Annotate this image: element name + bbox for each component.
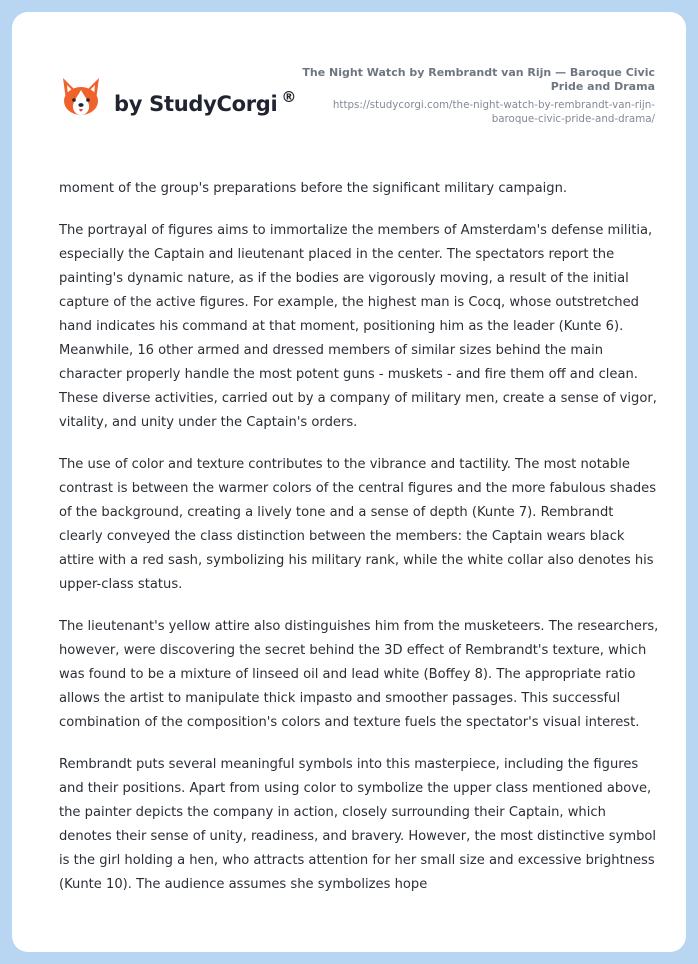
- document-meta: [295, 66, 655, 126]
- corgi-logo-icon: [60, 76, 102, 120]
- document-page: [12, 12, 686, 952]
- paragraph: moment of the group's preparations before the significant military campaign.: [59, 181, 568, 196]
- paragraph: The use of color and texture contributes to the vibrance and tactility. The most notable contrast is between the warmer colors of the central figures and the more fabulous shades of the background, creating a lively tone and a sense of depth (Kunte 7). Rembrandt clearly conveyed the class distinction between the members: the Captain wears black attire with a red sash, symbolizing his military rank, while the white collar also denotes his upper-class status.: [59, 457, 657, 592]
- registered-mark: ®: [281, 88, 297, 106]
- document-title: The Night Watch by Rembrandt van Rijn — Baroque Civic Pride and Drama: [302, 66, 655, 93]
- paragraph: The lieutenant's yellow attire also distinguishes him from the musketeers. The researchers, however, were discovering the secret behind the 3D effect of Rembrandt's texture, which was found to be a mixture of linseed oil and lead white (Boffey 8). The appropriate ratio allows the artist to manipulate thick impasto and smoother passages. This successful combination of the composition's colors and texture fuels the spectator's visual interest.: [59, 619, 659, 730]
- essay-body: [59, 177, 659, 915]
- paragraph: Rembrandt puts several meaningful symbols into this masterpiece, including the figures and their positions. Apart from using color to symbolize the upper class mentioned above, the painter depicts the company in action, closely surrounding their Captain, which denotes their sense of unity, readiness, and bravery. However, the most distinctive symbol is the girl holding a hen, who attracts attention for her small size and excessive brightness (Kunte 10). The audience assumes she symbolizes hope: [59, 757, 657, 892]
- paragraph: The portrayal of figures aims to immortalize the members of Amsterdam's defense militia, especially the Captain and lieutenant placed in the center. The spectators report the painting's dynamic nature, as if the bodies are vigorously moving, a result of the initial capture of the active figures. For example, the highest man is Cocq, whose outstretched hand indicates his command at that moment, positioning him as the leader (Kunte 6). Meanwhile, 16 other armed and dressed members of similar sizes behind the main character properly handle the most potent guns - muskets - and fire them off and clean. These diverse activities, carried out by a company of military men, create a sense of vigor, vitality, and unity under the Captain's orders.: [59, 223, 657, 430]
- document-url[interactable]: https://studycorgi.com/the-night-watch-by-rembrandt-van-rijn-baroque-civic-pride-and-drama/: [332, 99, 655, 125]
- brand-text: by StudyCorgi: [114, 92, 278, 116]
- studycorgi-logo[interactable]: [60, 76, 296, 120]
- brand-name: [114, 88, 296, 116]
